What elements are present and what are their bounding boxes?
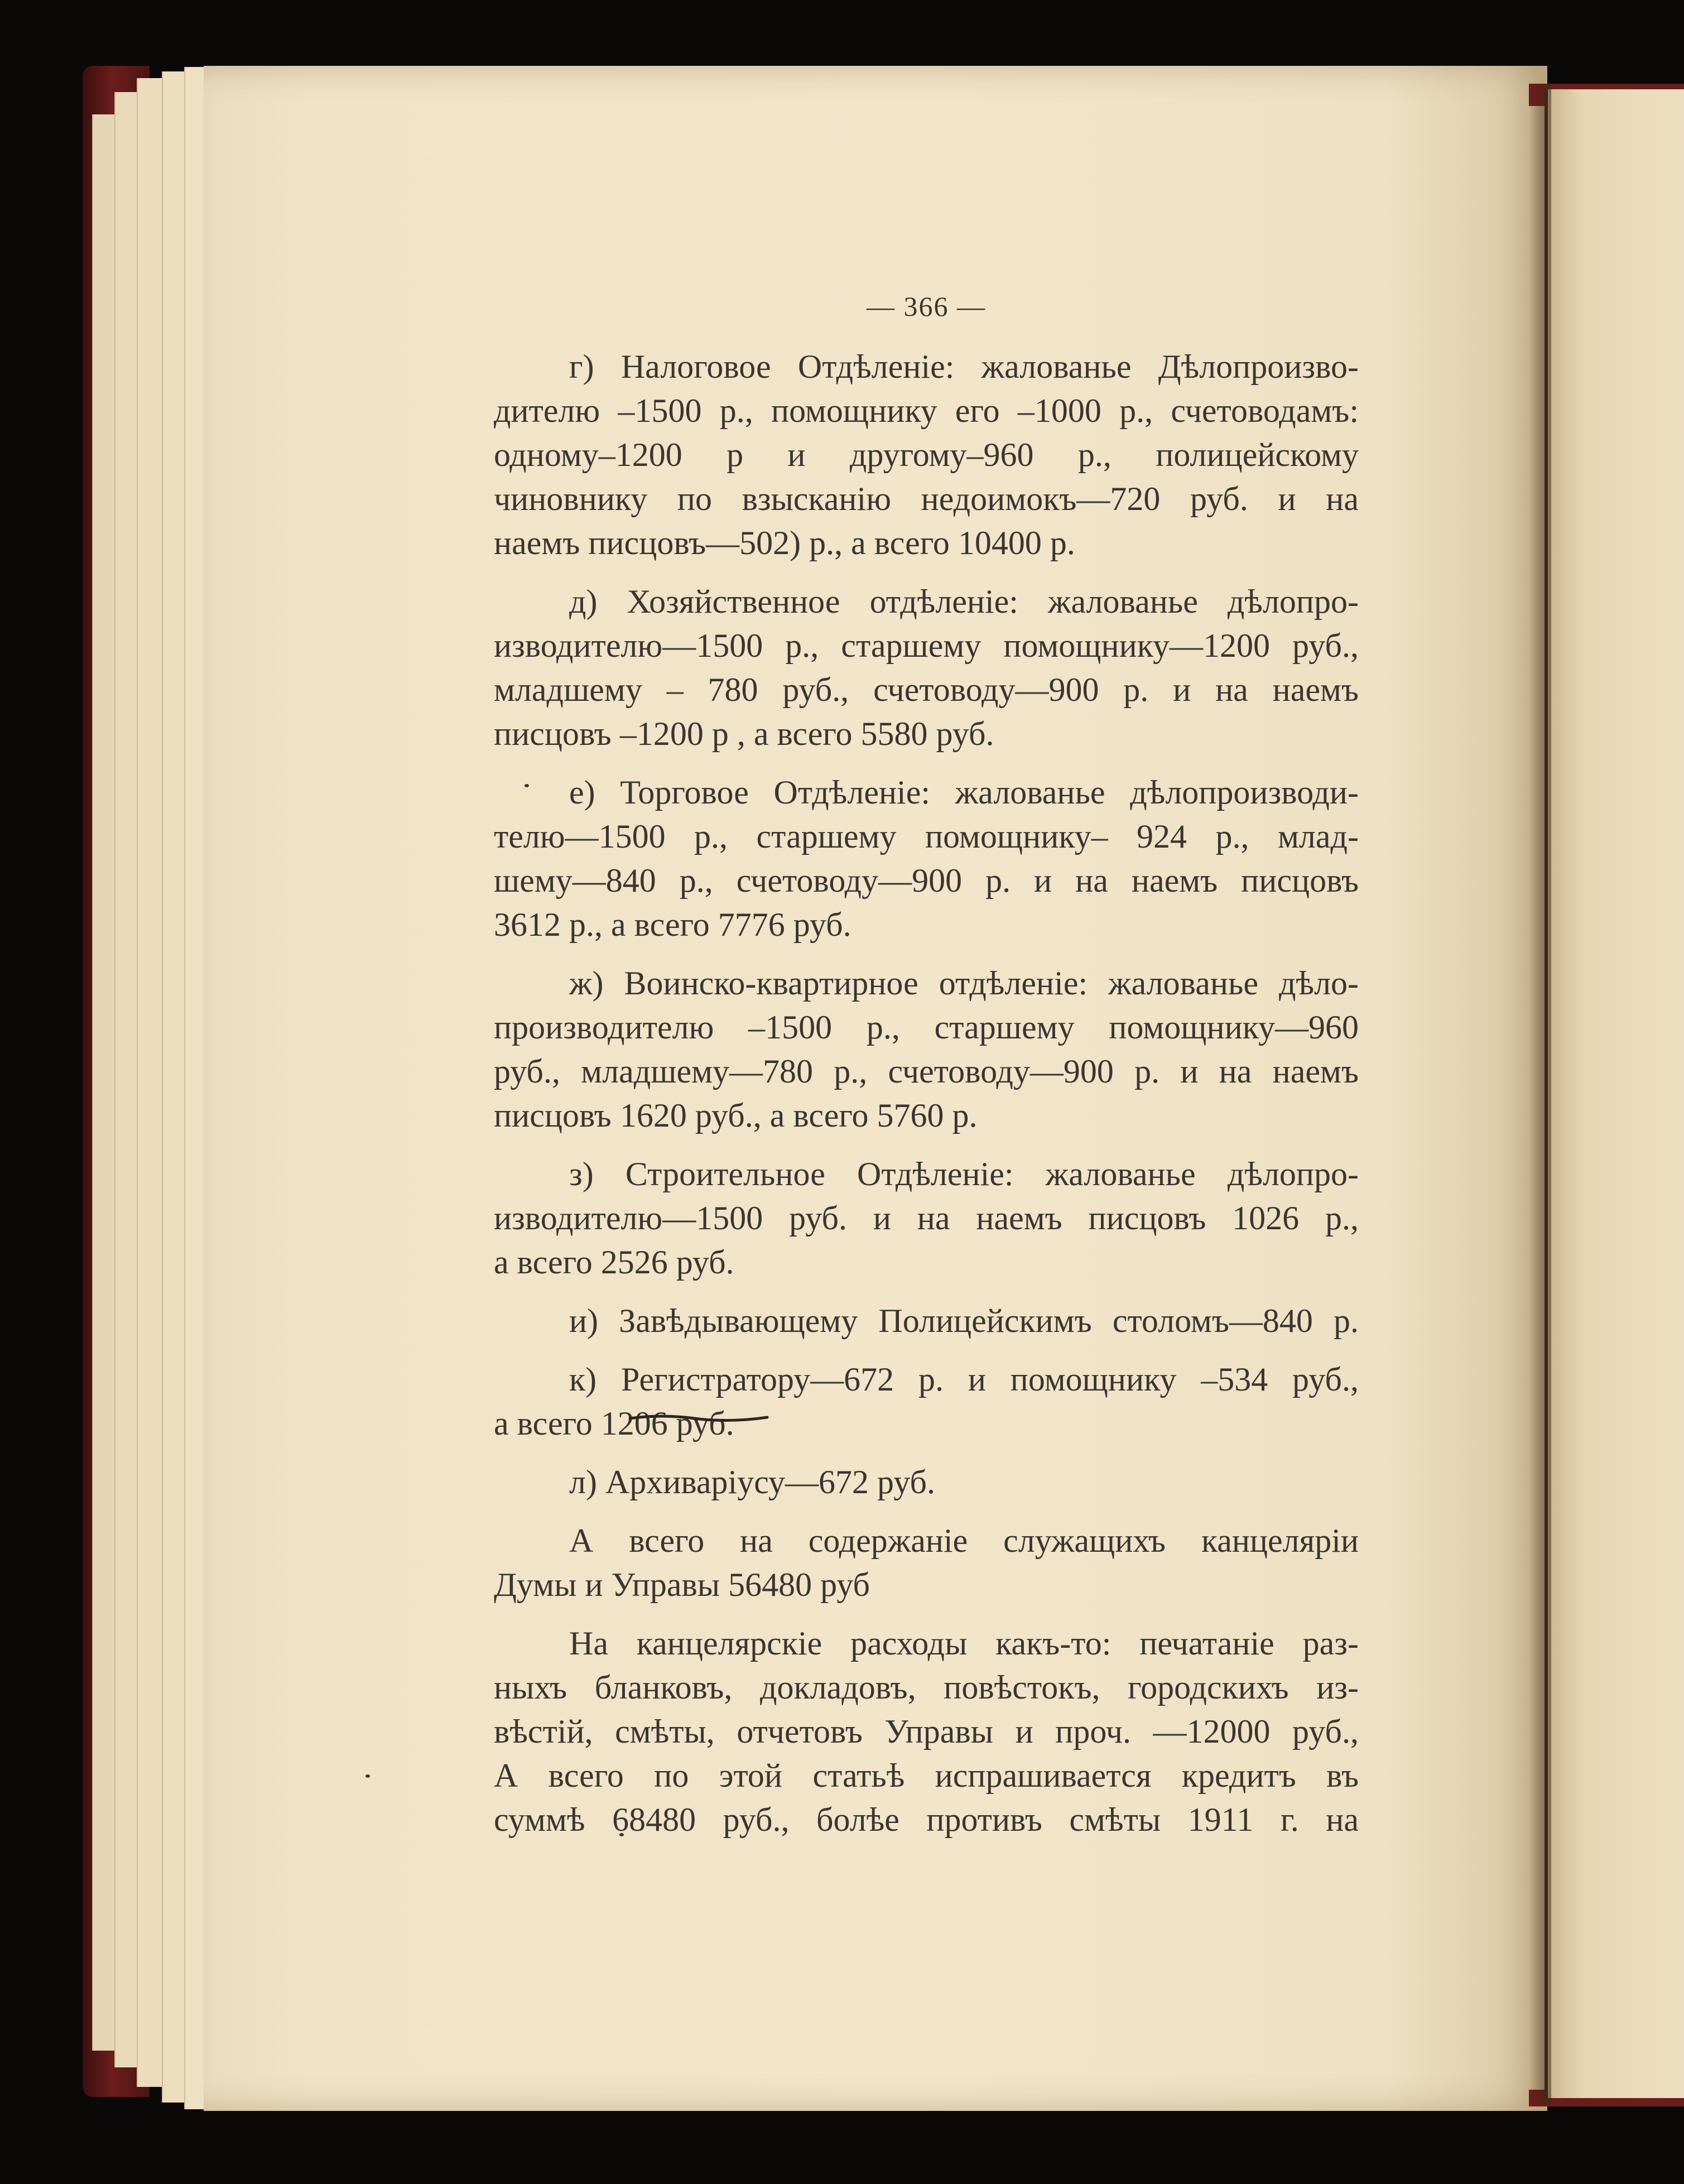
text-line: з) Строительное Отдѣленіе: жалованье дѣлопро- (569, 1156, 1359, 1192)
paragraph-z (494, 1152, 1359, 1285)
paragraph-d (494, 580, 1359, 756)
page-number: — 366 — (867, 291, 986, 322)
text-line: писцовъ –1200 р , а всего 5580 руб. (494, 715, 994, 752)
text-line: телю—1500 р., старшему помощнику– 924 р., млад- (494, 818, 1359, 855)
text-line: На канцелярскіе расходы какъ-то: печатаніе раз- (569, 1625, 1359, 1662)
paragraph-l (494, 1460, 1359, 1504)
text-line: одному–1200 р и другому–960 р., полицейскому (494, 436, 1359, 473)
next-page-sliver (1545, 89, 1684, 2098)
text-line: ж) Воинско-квартирное отдѣленіе: жалованье дѣло- (569, 965, 1359, 1002)
text-line: чиновнику по взысканію недоимокъ—720 руб. и на (494, 480, 1359, 517)
text-line: руб., младшему—780 р., счетоводу—900 р. и на наемъ (494, 1053, 1359, 1090)
text-line: е) Торговое Отдѣленіе: жалованье дѣлопроизводи- (569, 774, 1359, 811)
text-line: шему—840 р., счетоводу—900 р. и на наемъ писцовъ (494, 862, 1359, 899)
text-line: и) Завѣдывающему Полицейскимъ столомъ—840 р. (569, 1302, 1359, 1339)
text-line: 3612 р., а всего 7776 руб. (494, 906, 851, 943)
text-line: д) Хозяйственное отдѣленіе: жалованье дѣлопро- (569, 583, 1359, 620)
text-line: изводителю—1500 руб. и на наемъ писцовъ 1026 р., (494, 1200, 1359, 1237)
text-line: А всего на содержаніе служащихъ канцеляріи (569, 1522, 1359, 1559)
text-line: Думы и Управы 56480 руб (494, 1566, 870, 1603)
text-line: производителю –1500 р., старшему помощнику—960 (494, 1009, 1359, 1046)
text-line: к) Регистратору—672 р. и помощнику –534 руб., (569, 1361, 1359, 1398)
text-line: ныхъ бланковъ, докладовъ, повѣстокъ, городскихъ из- (494, 1669, 1359, 1706)
text-line: младшему – 780 руб., счетоводу—900 р. и на наемъ (494, 671, 1359, 708)
page-text (494, 290, 1359, 1856)
text-line: А всего по этой статьѣ испрашивается кредитъ въ (494, 1757, 1359, 1794)
handwritten-underline-mark (628, 1412, 773, 1425)
text-line: дителю –1500 р., помощнику его –1000 р., счетоводамъ: (494, 392, 1359, 429)
text-line: вѣстій, смѣты, отчетовъ Управы и проч. —12000 руб., (494, 1713, 1359, 1750)
text-line: а всего 1206 руб. (494, 1405, 734, 1442)
paragraph-i (494, 1299, 1359, 1343)
paragraph-k (494, 1358, 1359, 1446)
paragraph-office (494, 1622, 1359, 1842)
text-line: г) Налоговое Отдѣленіе: жалованье Дѣлопроизво- (569, 348, 1359, 385)
text-line: изводителю—1500 р., старшему помощнику—1200 руб., (494, 627, 1359, 664)
text-line: суммѣ 68480 руб., болѣе противъ смѣты 1911 г. на (494, 1801, 1359, 1838)
text-line: л) Архиваріусу—672 руб. (569, 1464, 935, 1500)
text-line: наемъ писцовъ—502) р., а всего 10400 р. (494, 525, 1075, 561)
ink-speck (365, 1774, 370, 1778)
paragraph-total (494, 1519, 1359, 1607)
text-line: писцовъ 1620 руб., а всего 5760 р. (494, 1097, 978, 1134)
spine-gutter-shadow (1529, 84, 1551, 2104)
paragraph-g (494, 345, 1359, 565)
paragraph-zh (494, 961, 1359, 1138)
text-line: а всего 2526 руб. (494, 1244, 734, 1281)
paragraph-e (494, 771, 1359, 947)
